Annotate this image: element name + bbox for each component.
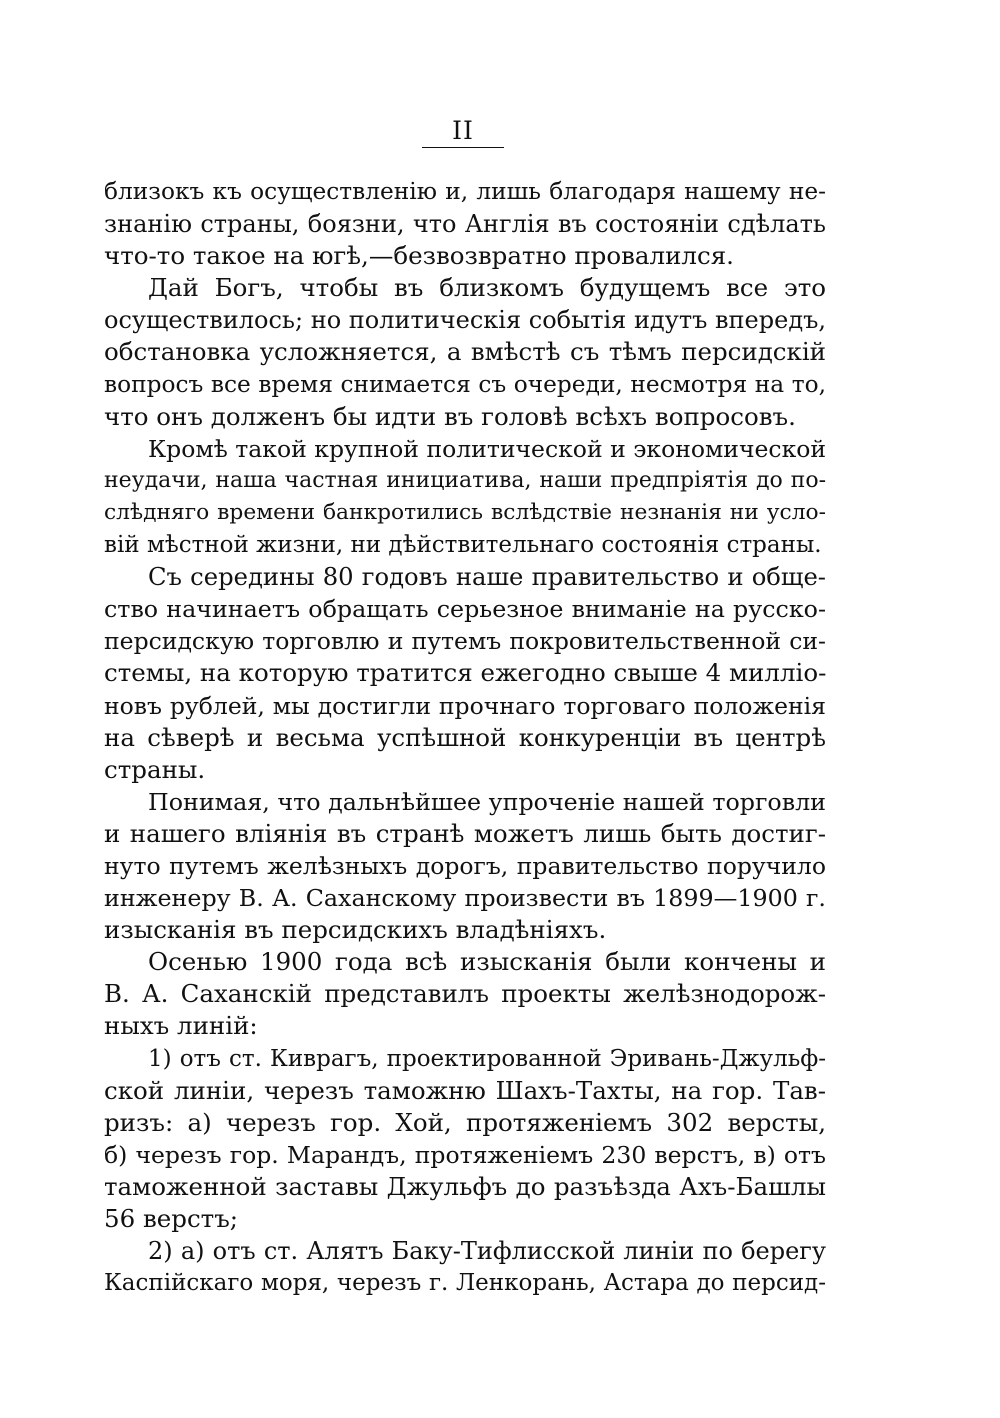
body-text — [104, 176, 826, 1299]
text-line: на сѣверѣ и весьма успѣшной конкуренціи въ центрѣ — [104, 722, 826, 752]
text-line: Кромѣ такой крупной политической и экономической — [148, 434, 827, 463]
text-line: 2) а) отъ ст. Алятъ Баку-Тифлисской линіи по берегу — [148, 1237, 826, 1266]
text-line: 1) отъ ст. Киврагъ, проектированной Эривань-Джульф- — [148, 1045, 826, 1072]
text-line: таможенной заставы Джульфъ до разъѣзда Ахъ-Башлы — [104, 1171, 826, 1201]
text-line: слѣдняго времени банкротились вслѣдствіе незнанія ни усло- — [104, 499, 826, 525]
text-line: знанію страны, боязни, что Англія въ состояніи сдѣлать — [104, 210, 826, 239]
text-line: осуществилось; но политическія событія идутъ впередъ, — [104, 306, 826, 335]
text-line: обстановка усложняется, а вмѣстѣ съ тѣмъ персидскій — [104, 337, 826, 367]
text-line: стемы, на которую тратится ежегодно свыше 4 милліо- — [104, 658, 827, 688]
text-line: что-то такое на югѣ,—безвозвратно провалился. — [104, 241, 734, 271]
page-number: II — [452, 116, 474, 145]
text-line: ской линіи, черезъ таможню Шахъ-Тахты, на гор. Тав- — [104, 1075, 826, 1105]
text-line: Дай Богъ, чтобы въ близкомъ будущемъ все это — [148, 273, 826, 303]
text-line: новъ рублей, мы достигли прочнаго торговаго положенія — [104, 691, 826, 720]
text-line: неудачи, наша частная инициатива, наши предпріятія до по- — [104, 467, 826, 493]
text-line: что онъ долженъ бы идти въ головѣ всѣхъ вопросовъ. — [104, 401, 796, 431]
text-line: ство начинаетъ обращать серьезное вниманіе на русско- — [104, 595, 826, 624]
text-line: В. А. Саханскій представилъ проекты желѣзнодорож- — [104, 979, 826, 1009]
text-line: инженеру В. А. Саханскому произвести въ 1899—1900 г. — [104, 884, 826, 913]
text-line: Каспійскаго моря, черезъ г. Ленкорань, Астара до персид- — [104, 1270, 826, 1297]
text-line: близокъ къ осуществленію и, лишь благодаря нашему не- — [104, 178, 826, 205]
text-line: вопросъ все время снимается съ очереди, несмотря на то, — [104, 370, 826, 398]
text-line: и нашего вліянія въ странѣ можетъ лишь быть достиг- — [104, 818, 826, 848]
text-line: Съ середины 80 годовъ наше правительство и обще- — [148, 562, 826, 592]
text-line: Осенью 1900 года всѣ изысканія были кончены и — [148, 947, 826, 977]
page-number-rule — [422, 147, 504, 148]
text-line: 56 верстъ; — [104, 1204, 239, 1233]
text-line: Понимая, что дальнѣйшее упроченіе нашей торговли — [148, 787, 826, 816]
text-line: изысканія въ персидскихъ владѣніяхъ. — [104, 915, 607, 945]
text-line: б) черезъ гор. Марандъ, протяженіемъ 230 верстъ, в) отъ — [104, 1140, 826, 1169]
text-line: ныхъ линій: — [104, 1011, 258, 1041]
text-line: страны. — [104, 754, 206, 784]
text-line: нуто путемъ желѣзныхъ дорогъ, правительство поручило — [104, 851, 826, 880]
text-line: персидскую торговлю и путемъ покровительственной си- — [104, 627, 826, 656]
text-line: ризъ: а) черезъ гор. Хой, протяженіемъ 302 версты, — [104, 1107, 826, 1137]
text-line: вій мѣстной жизни, ни дѣйствительнаго состоянія страны. — [104, 532, 822, 559]
